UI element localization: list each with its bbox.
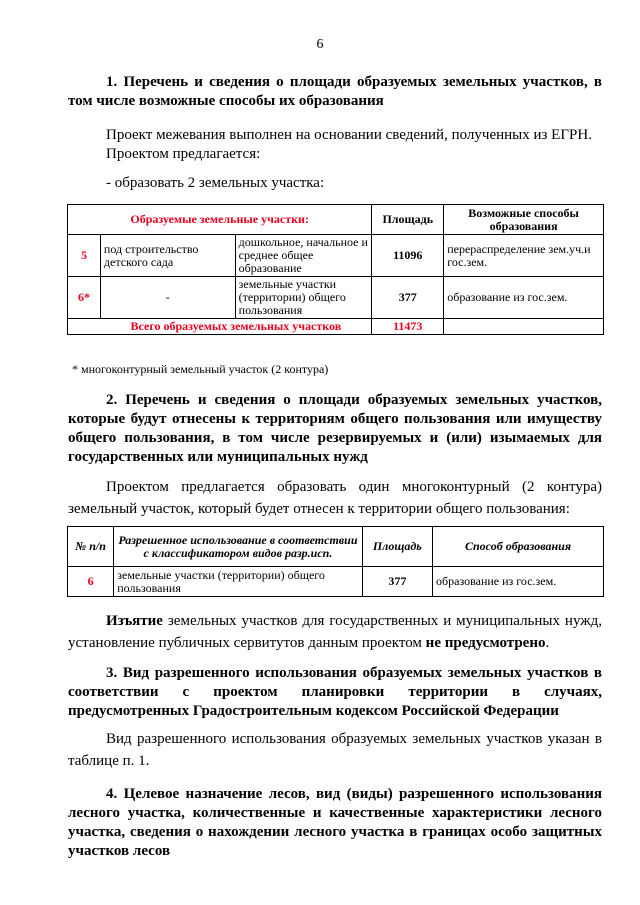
table2-header-area: Площадь — [362, 527, 432, 567]
section4-heading: 4. Целевое назначение лесов, вид (виды) разрешенного использования лесного участка, количественные и качественные характеристики лесного участка, сведения о нахождении лесного участка в границах особо защитных участков лесов — [68, 786, 602, 859]
parcels-table — [67, 204, 604, 335]
table1-row1-use: дошкольное, начальное и среднее общее образование — [235, 235, 372, 277]
seizure-end: . — [545, 635, 550, 651]
table2-row-area: 377 — [362, 567, 432, 597]
table2-row-method: образование из гос.зем. — [433, 567, 604, 597]
table1-row1-purpose: под строительство детского сада — [100, 235, 235, 277]
public-parcels-table — [67, 526, 604, 597]
table1-total-label: Всего образуемых земельных участков — [100, 319, 371, 335]
section1-para2: - образовать 2 земельных участка: — [106, 175, 325, 191]
table2-header-num: № п/п — [68, 527, 114, 567]
table1-row2-purpose: - — [100, 277, 235, 319]
table2-row-use: земельные участки (территории) общего пользования — [114, 567, 362, 597]
section3-para: Вид разрешенного использования образуемых земельных участков указан в таблице п. 1. — [68, 731, 602, 769]
table1-header-parcels: Образуемые земельные участки: — [68, 205, 372, 235]
section1-footnote: * многоконтурный земельный участок (2 контура) — [72, 362, 329, 376]
table1-row1-area: 11096 — [372, 235, 444, 277]
table1-total-empty — [444, 319, 604, 335]
section1-para-line1: Проект межевания выполнен на основании сведений, полученных из ЕГРН. — [106, 127, 592, 143]
table1-row2-area: 377 — [372, 277, 444, 319]
table-row — [68, 277, 604, 319]
section2-heading: 2. Перечень и сведения о площади образуемых земельных участков, которые будут отнесены к территориям общего пользования или имуществу общего пользования, в том числе резервируемых и (или) изымаемых для государственных или муниципальных нужд — [68, 392, 602, 465]
table1-row2-use: земельные участки (территории) общего пользования — [235, 277, 372, 319]
table1-row2-num: 6* — [68, 277, 101, 319]
table1-row2-method: образование из гос.зем. — [444, 277, 604, 319]
seizure-bold-word: Изъятие — [106, 613, 163, 629]
table-row — [68, 567, 604, 597]
table1-total-area: 11473 — [372, 319, 444, 335]
table1-header-methods: Возможные способы образования — [444, 205, 604, 235]
table1-header-area: Площадь — [372, 205, 444, 235]
page-number: 6 — [316, 37, 324, 52]
table1-row1-method: перераспределение зем.уч.и гос.зем. — [444, 235, 604, 277]
section1-heading: 1. Перечень и сведения о площади образуемых земельных участков, в том числе возможные способы их образования — [68, 74, 602, 109]
table2-row-num: 6 — [68, 567, 114, 597]
section1-para-line2: Проектом предлагается: — [106, 146, 261, 162]
table2-header-use: Разрешенное использование в соответствии с классификатором видов разр.исп. — [114, 527, 362, 567]
seizure-text: земельных участков для государственных и муниципальных нужд, установление публичных сервитутов данным проектом — [68, 613, 602, 651]
seizure-end-bold: не предусмотрено — [425, 635, 546, 651]
table-row — [68, 235, 604, 277]
section2-para: Проектом предлагается образовать один многоконтурный (2 контура) земельный участок, который будет отнесен к территории общего пользования: — [68, 479, 602, 517]
table2-header-method: Способ образования — [433, 527, 604, 567]
seizure-paragraph — [68, 610, 602, 654]
table1-total-spacer — [68, 319, 101, 335]
section3-heading: 3. Вид разрешенного использования образуемых земельных участков в соответствии с проектом планировки территории в случаях, предусмотренных Градостроительным кодексом Российской Федерации — [68, 665, 602, 719]
table1-row1-num: 5 — [68, 235, 101, 277]
